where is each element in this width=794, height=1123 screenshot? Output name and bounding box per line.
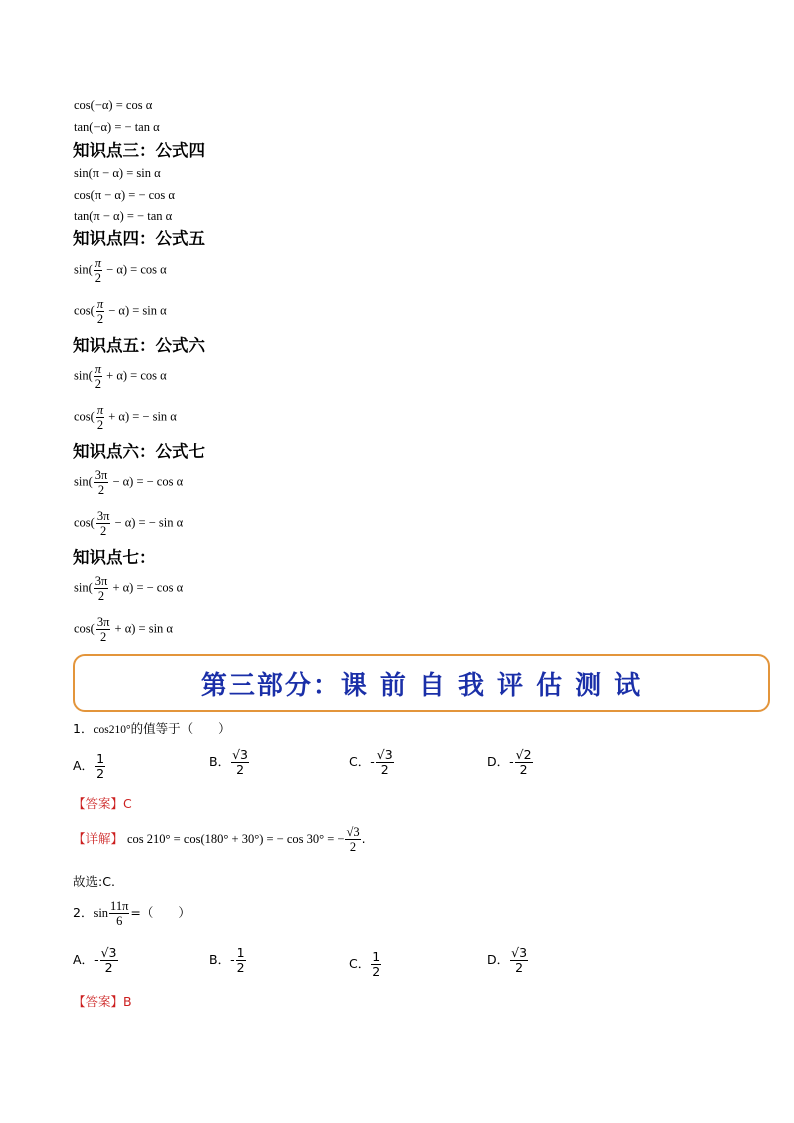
formula-cos-neg: cos(−α) = cos α xyxy=(74,98,153,112)
formula-line: cos( $\frac{3\pi}{2}$ − α) = − sin α xyxy=(74,509,184,538)
formula-line: cos(π − α) = − cos α xyxy=(74,188,175,202)
formula-line: sin(π − α) = sin α xyxy=(74,166,161,180)
q1-answer: 【答案】C xyxy=(73,796,132,811)
q2-option-b[interactable]: B．- $\frac{1}{2}$ xyxy=(209,945,245,975)
section-banner xyxy=(73,654,770,712)
formula-line: sin( $\frac{3\pi}{2}$ + α) = − cos α xyxy=(74,574,184,603)
formula-tan-neg: tan(−α) = − tan α xyxy=(74,120,160,134)
question-2-stem: 2．sin $\frac{11\pi}{6}$ =（ ） xyxy=(73,899,191,928)
question-1-stem: 1．cos210°的值等于（ ） xyxy=(73,721,231,736)
section-title-5: 知识点五：公式六 xyxy=(73,336,205,355)
q2-option-d[interactable]: D． $\frac{√3}{2}$ xyxy=(487,945,528,975)
formula-line: cos( $\frac{\pi}{2}$ + α) = − sin α xyxy=(74,403,177,432)
q2-answer: 【答案】B xyxy=(73,994,132,1009)
formula-line: cos( $\frac{\pi}{2}$ − α) = sin α xyxy=(74,297,167,326)
formula-line: sin( $\frac{3\pi}{2}$ − α) = − cos α xyxy=(74,468,184,497)
q1-option-c[interactable]: C．- $\frac{√3}{2}$ xyxy=(349,747,393,777)
q1-option-b[interactable]: B． $\frac{√3}{2}$ xyxy=(209,747,248,777)
formula-line: sin( $\frac{\pi}{2}$ − α) = cos α xyxy=(74,256,167,285)
q2-option-c[interactable]: C． $\frac{1}{2}$ xyxy=(349,949,381,979)
formula-line: cos( $\frac{3\pi}{2}$ + α) = sin α xyxy=(74,615,173,644)
q1-conclusion: 故选:C. xyxy=(73,874,115,889)
banner-title: 第三部分：课 前 自 我 评 估 测 试 xyxy=(200,670,643,701)
q1-option-a[interactable]: A． $\frac{1}{2}$ xyxy=(73,751,105,781)
section-title-3: 知识点三：公式四 xyxy=(73,141,205,160)
section-title-7: 知识点七： xyxy=(73,548,156,567)
section-title-6: 知识点六：公式七 xyxy=(73,442,205,461)
q1-option-d[interactable]: D．- $\frac{√2}{2}$ xyxy=(487,747,532,777)
formula-line: tan(π − α) = − tan α xyxy=(74,209,173,223)
q2-option-a[interactable]: A．- $\frac{√3}{2}$ xyxy=(73,945,117,975)
formula-line: sin( $\frac{\pi}{2}$ + α) = cos α xyxy=(74,362,167,391)
section-title-4: 知识点四：公式五 xyxy=(73,229,205,248)
q1-detail: 【详解】 cos 210° = cos(180° + 30°) = − cos 30° = − $\frac{√3}{2}$ . xyxy=(73,825,366,854)
